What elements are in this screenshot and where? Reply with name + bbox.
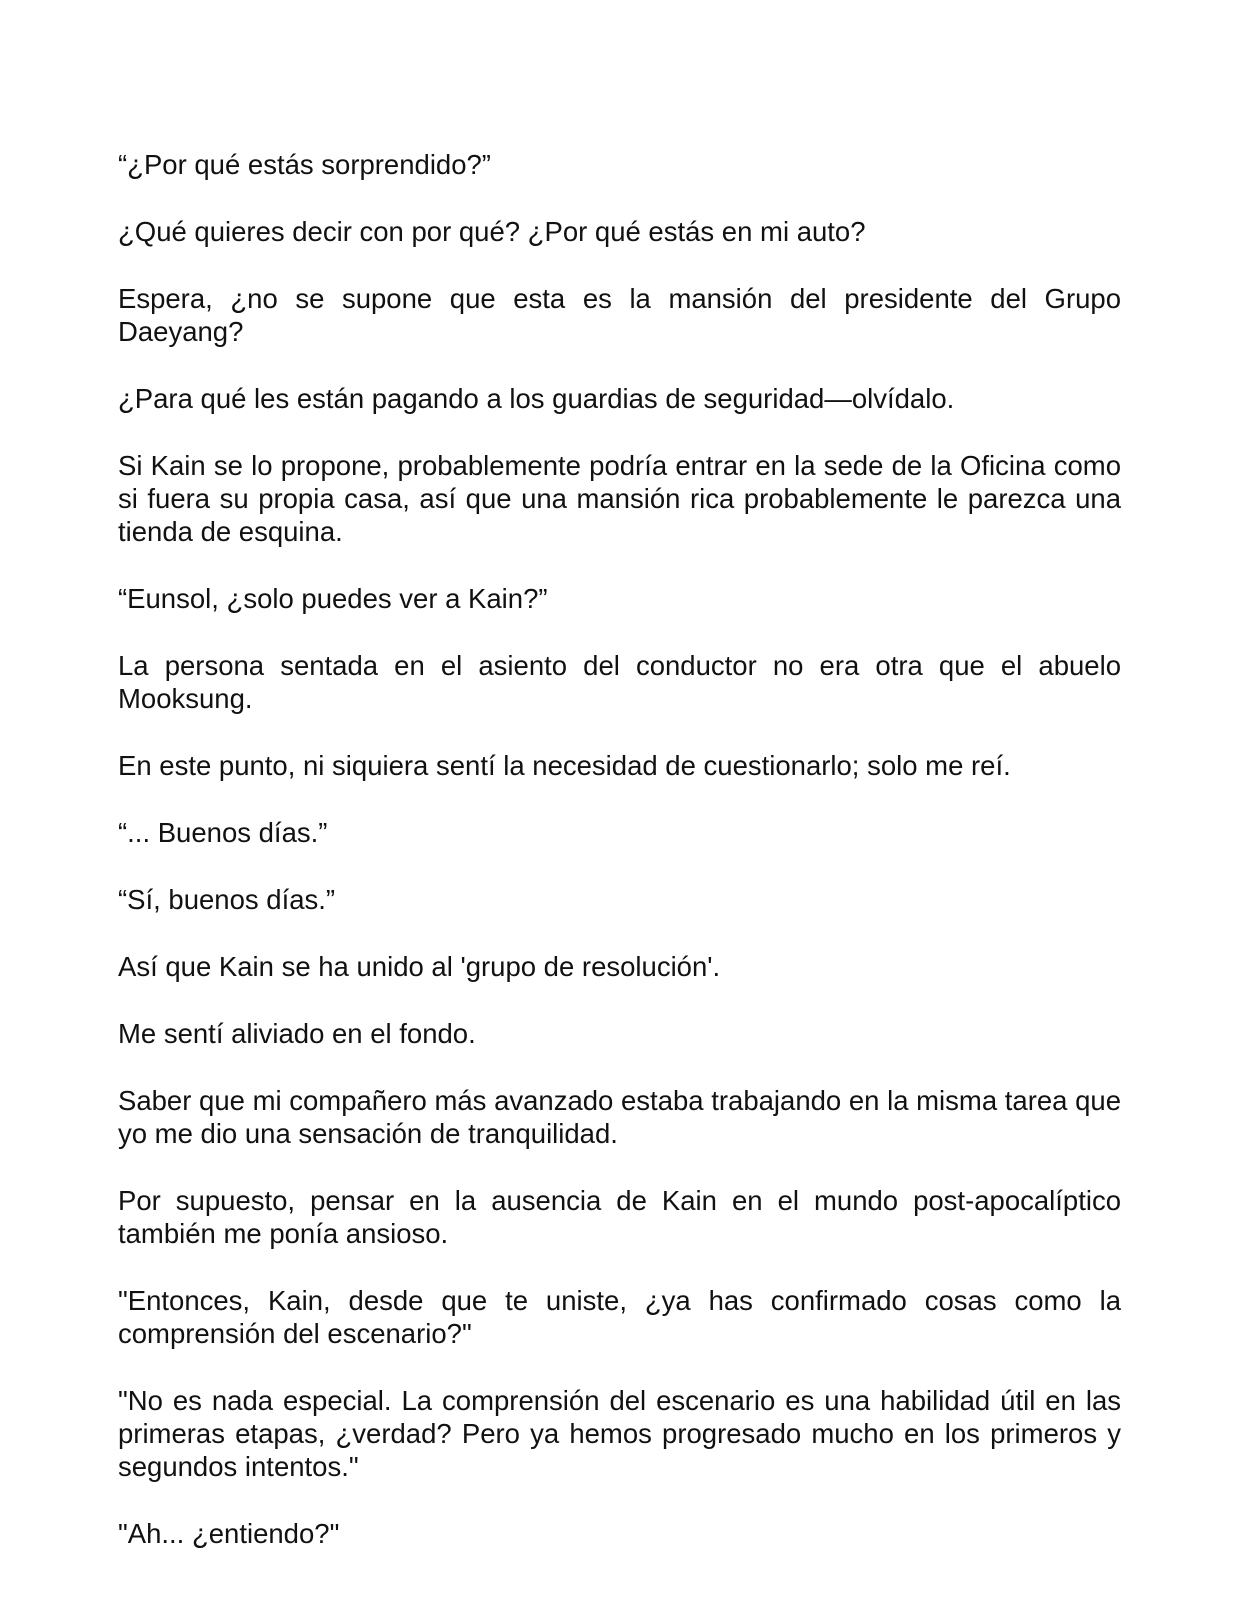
paragraph-11: Así que Kain se ha unido al 'grupo de resolución'.	[118, 951, 721, 982]
paragraph-7: La persona sentada en el asiento del conductor no era otra que el abuelo Mooksung.	[118, 650, 1121, 714]
paragraph-1: “¿Por qué estás sorprendido?”	[118, 149, 491, 180]
paragraph-6: “Eunsol, ¿solo puedes ver a Kain?”	[118, 583, 548, 614]
document-body	[118, 148, 1121, 1584]
paragraph-8: En este punto, ni siquiera sentí la necesidad de cuestionarlo; solo me reí.	[118, 750, 1011, 781]
paragraph-5: Si Kain se lo propone, probablemente podría entrar en la sede de la Oficina como si fuera su propia casa, así que una mansión rica probablemente le parezca una tienda de esquina.	[118, 450, 1121, 547]
paragraph-13: Saber que mi compañero más avanzado estaba trabajando en la misma tarea que yo me dio una sensación de tranquilidad.	[118, 1085, 1121, 1149]
paragraph-2: ¿Qué quieres decir con por qué? ¿Por qué estás en mi auto?	[118, 216, 866, 247]
paragraph-16: "No es nada especial. La comprensión del escenario es una habilidad útil en las primeras etapas, ¿verdad? Pero ya hemos progresado mucho en los primeros y segundos intentos."	[118, 1385, 1121, 1482]
paragraph-17: "Ah... ¿entiendo?"	[118, 1518, 340, 1549]
paragraph-3: Espera, ¿no se supone que esta es la mansión del presidente del Grupo Daeyang?	[118, 283, 1121, 347]
paragraph-12: Me sentí aliviado en el fondo.	[118, 1018, 476, 1049]
paragraph-14: Por supuesto, pensar en la ausencia de Kain en el mundo post-apocalíptico también me ponía ansioso.	[118, 1185, 1121, 1249]
paragraph-9: “... Buenos días.”	[118, 817, 328, 848]
paragraph-4: ¿Para qué les están pagando a los guardias de seguridad—olvídalo.	[118, 383, 955, 414]
paragraph-10: “Sí, buenos días.”	[118, 884, 336, 915]
paragraph-15: "Entonces, Kain, desde que te uniste, ¿ya has confirmado cosas como la comprensión del escenario?"	[118, 1285, 1121, 1349]
